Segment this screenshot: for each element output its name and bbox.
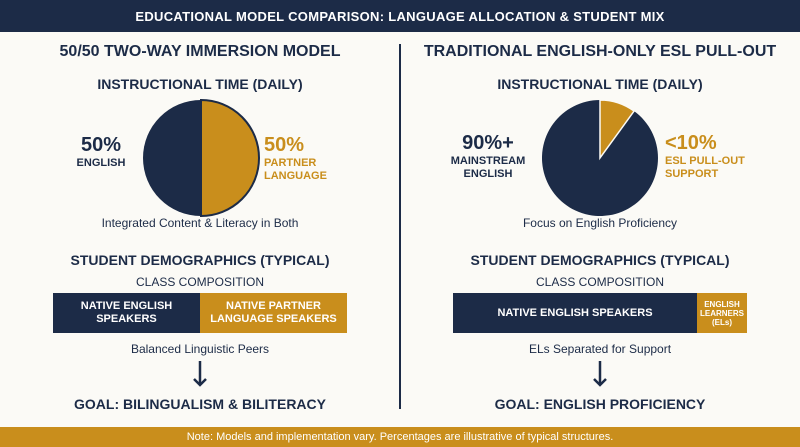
right-esl-pct: <10% (665, 132, 717, 154)
left-demo-title: STUDENT DEMOGRAPHICS (TYPICAL) (70, 252, 330, 268)
left-partner-text-2: LANGUAGE (264, 170, 327, 182)
right-composition-bar (453, 293, 747, 333)
left-model-heading: 50/50 TWO-WAY IMMERSION MODEL (59, 43, 341, 60)
left-bar-seg2-line2: LANGUAGE SPEAKERS (210, 313, 337, 325)
left-pie-slice-english (143, 100, 201, 216)
right-model-heading: TRADITIONAL ENGLISH-ONLY ESL PULL-OUT (423, 43, 777, 60)
right-bar-english-learners (697, 293, 747, 333)
down-arrow-icon (592, 360, 608, 388)
left-time-title: INSTRUCTIONAL TIME (DAILY) (97, 76, 303, 92)
left-bar-seg1-line1: NATIVE ENGLISH (80, 300, 173, 312)
right-class-comp: CLASS COMPOSITION (535, 275, 665, 289)
right-mainstream-label (436, 132, 540, 181)
left-time-pie (141, 98, 261, 218)
left-bar-native-partner (200, 293, 347, 333)
right-pie-caption: Focus on English Proficiency (522, 216, 678, 230)
right-esl-label (665, 132, 775, 181)
right-bar-seg2-line2: LEARNERS (699, 308, 744, 318)
left-pie-caption: Integrated Content & Literacy in Both (101, 216, 299, 230)
right-model-panel (400, 0, 800, 427)
left-bar-native-english (53, 293, 200, 333)
left-bar-seg1-line2: SPEAKERS (96, 313, 157, 325)
left-partner-text-1: PARTNER (264, 157, 317, 169)
left-partner-pct: 50% (264, 134, 305, 156)
right-time-pie (540, 98, 660, 218)
right-bar-seg1-line1: NATIVE ENGLISH SPEAKERS (497, 306, 653, 319)
left-class-comp: CLASS COMPOSITION (135, 275, 265, 289)
right-goal: GOAL: ENGLISH PROFICIENCY (494, 396, 706, 412)
right-mainstream-text-1: MAINSTREAM (450, 155, 526, 167)
page-title: EDUCATIONAL MODEL COMPARISON: LANGUAGE ALLOCATION & STUDENT MIX (0, 0, 800, 32)
footnote: Note: Models and implementation vary. Percentages are illustrative of typical structures. (0, 427, 800, 447)
left-bar-caption: Balanced Linguistic Peers (130, 342, 270, 356)
right-esl-text-2: SUPPORT (665, 168, 719, 180)
right-mainstream-text-2: ENGLISH (463, 168, 513, 180)
down-arrow-icon (192, 360, 208, 388)
left-bar-seg2-line1: NATIVE PARTNER (226, 300, 321, 312)
right-demo-title: STUDENT DEMOGRAPHICS (TYPICAL) (470, 252, 730, 268)
left-english-pct: 50% (80, 134, 122, 156)
right-bar-seg2-line1: ENGLISH (704, 299, 740, 309)
left-model-panel (0, 0, 400, 427)
right-esl-text-1: ESL PULL-OUT (665, 155, 745, 167)
left-english-text: ENGLISH (76, 157, 126, 169)
right-mainstream-pct: 90%+ (462, 132, 514, 154)
left-goal: GOAL: BILINGUALISM & BILITERACY (74, 396, 326, 412)
left-pie-slice-partner (201, 100, 259, 216)
right-time-title: INSTRUCTIONAL TIME (DAILY) (497, 76, 703, 92)
left-english-label (62, 134, 140, 170)
right-bar-caption: ELs Separated for Support (528, 342, 672, 356)
right-bar-native-english (453, 293, 697, 333)
left-partner-label (264, 134, 354, 183)
right-bar-seg2-line3: (ELs) (711, 317, 732, 327)
left-composition-bar (53, 293, 347, 333)
